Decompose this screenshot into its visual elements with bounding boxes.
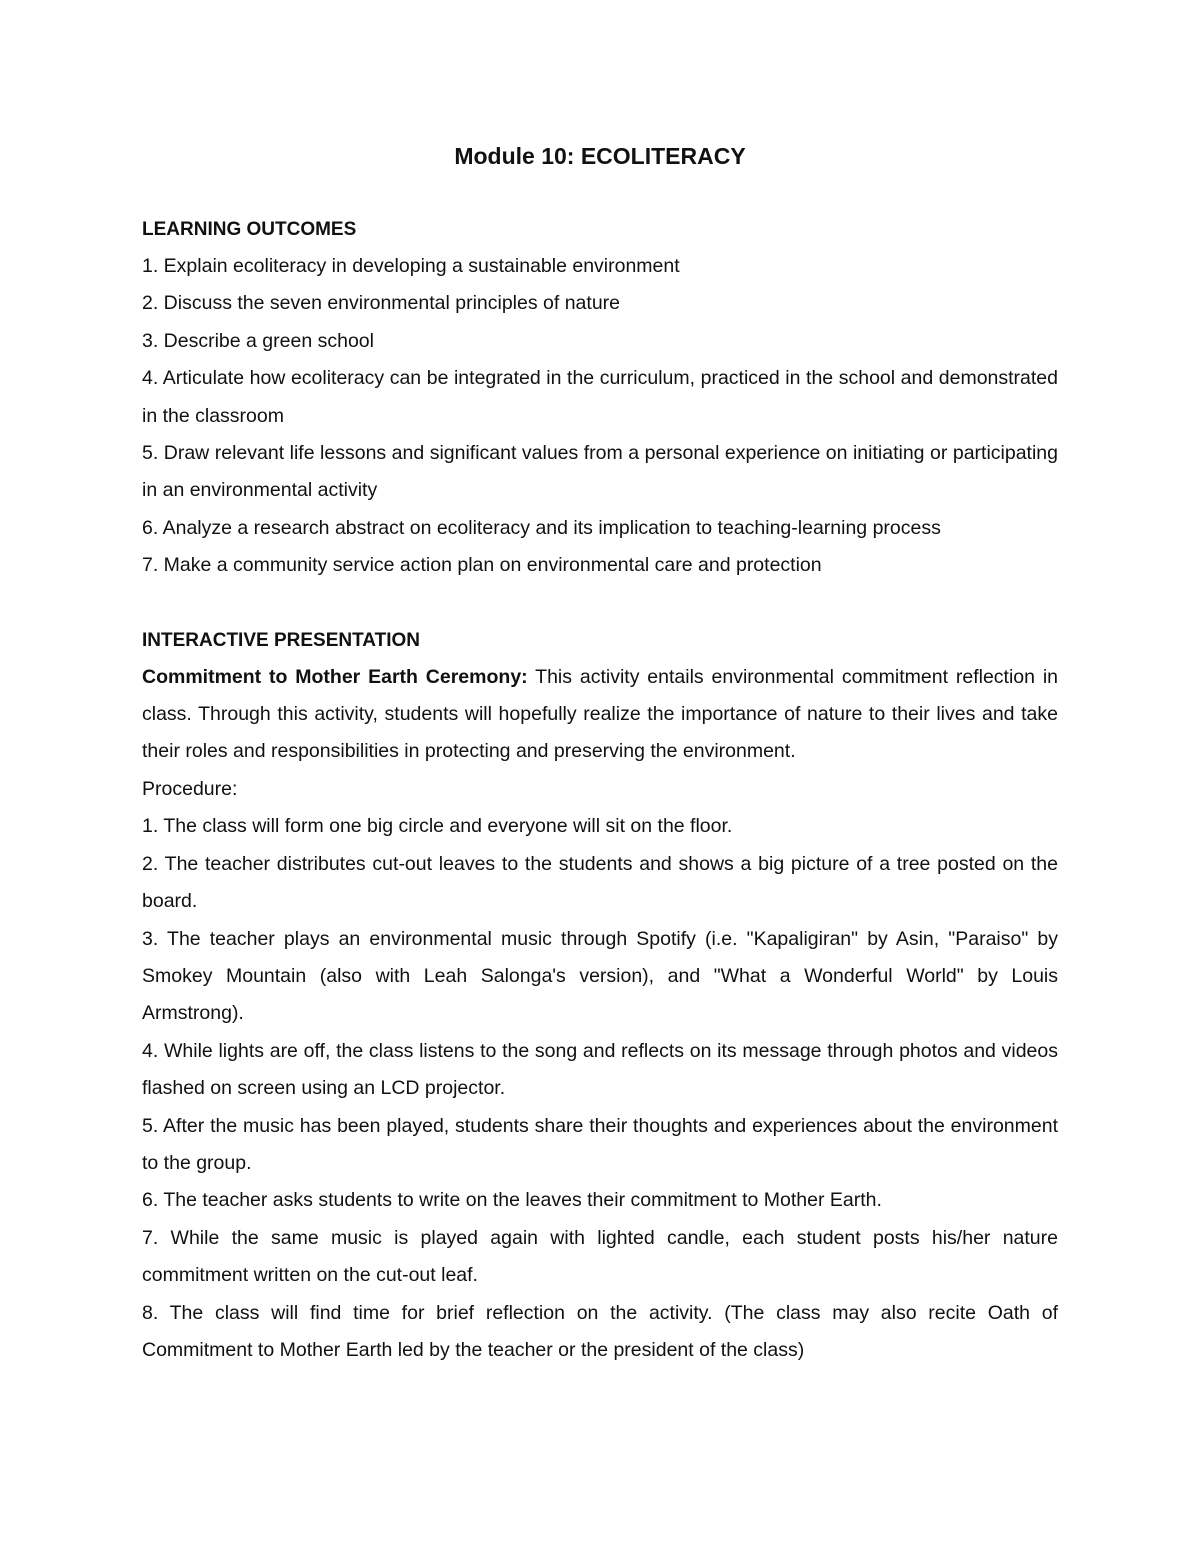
procedure-step: 8. The class will find time for brief reflection on the activity. (The class may also recite Oath of Commitment to Mother Earth led by the teacher or the president of the class) [142, 1301, 1058, 1361]
document-page [142, 138, 1058, 1369]
activity-title: Commitment to Mother Earth Ceremony: [142, 665, 528, 688]
interactive-presentation-heading: INTERACTIVE PRESENTATION [142, 629, 420, 651]
outcome-item: 7. Make a community service action plan on environmental care and protection [142, 554, 822, 577]
outcome-item: 5. Draw relevant life lessons and significant values from a personal experience on initiating or participating in an environmental activity [142, 442, 1058, 502]
procedure-step: 4. While lights are off, the class listens to the song and reflects on its message through photos and videos flashed on screen using an LCD projector. [142, 1039, 1058, 1100]
activity-description [142, 659, 1058, 771]
outcome-item: 6. Analyze a research abstract on ecoliteracy and its implication to teaching-learning process [142, 516, 941, 539]
outcome-item: 4. Articulate how ecoliteracy can be integrated in the curriculum, practiced in the school and demonstrated in the classroom [142, 367, 1058, 427]
learning-outcomes-section [142, 211, 1058, 585]
outcome-item: 3. Describe a green school [142, 329, 374, 352]
procedure-step: 5. After the music has been played, students share their thoughts and experiences about the environment to the group. [142, 1114, 1058, 1174]
activity-intro-text: This activity entails environmental commitment reflection in class. Through this activity, students will hopefully realize the importance of nature to their lives and take their roles and responsibilities in protecting and preserving the environment. [142, 665, 1059, 763]
learning-outcomes-heading: LEARNING OUTCOMES [142, 219, 357, 240]
procedure-step: 7. While the same music is played again with lighted candle, each student posts his/her nature commitment written on the cut-out leaf. [142, 1226, 1058, 1287]
outcome-item: 2. Discuss the seven environmental principles of nature [142, 292, 620, 315]
procedure-step: 1. The class will form one big circle and everyone will sit on the floor. [142, 815, 733, 838]
procedure-step: 3. The teacher plays an environmental music through Spotify (i.e. "Kapaligiran" by Asin, "Paraiso" by Smokey Mountain (also with Leah Salonga's version), and "What a Wonderful World" by Louis Armstrong). [142, 927, 1058, 1025]
procedure-step: 2. The teacher distributes cut-out leaves to the students and shows a big picture of a tree posted on the board. [142, 852, 1058, 913]
spacer [142, 175, 1058, 211]
procedure-step: 6. The teacher asks students to write on the leaves their commitment to Mother Earth. [142, 1189, 882, 1212]
spacer [142, 585, 1058, 622]
interactive-presentation-section [142, 622, 1058, 1370]
page-title: Module 10: ECOLITERACY [454, 143, 746, 169]
procedure-label: Procedure: [142, 777, 238, 800]
outcome-item: 1. Explain ecoliteracy in developing a sustainable environment [142, 255, 680, 277]
